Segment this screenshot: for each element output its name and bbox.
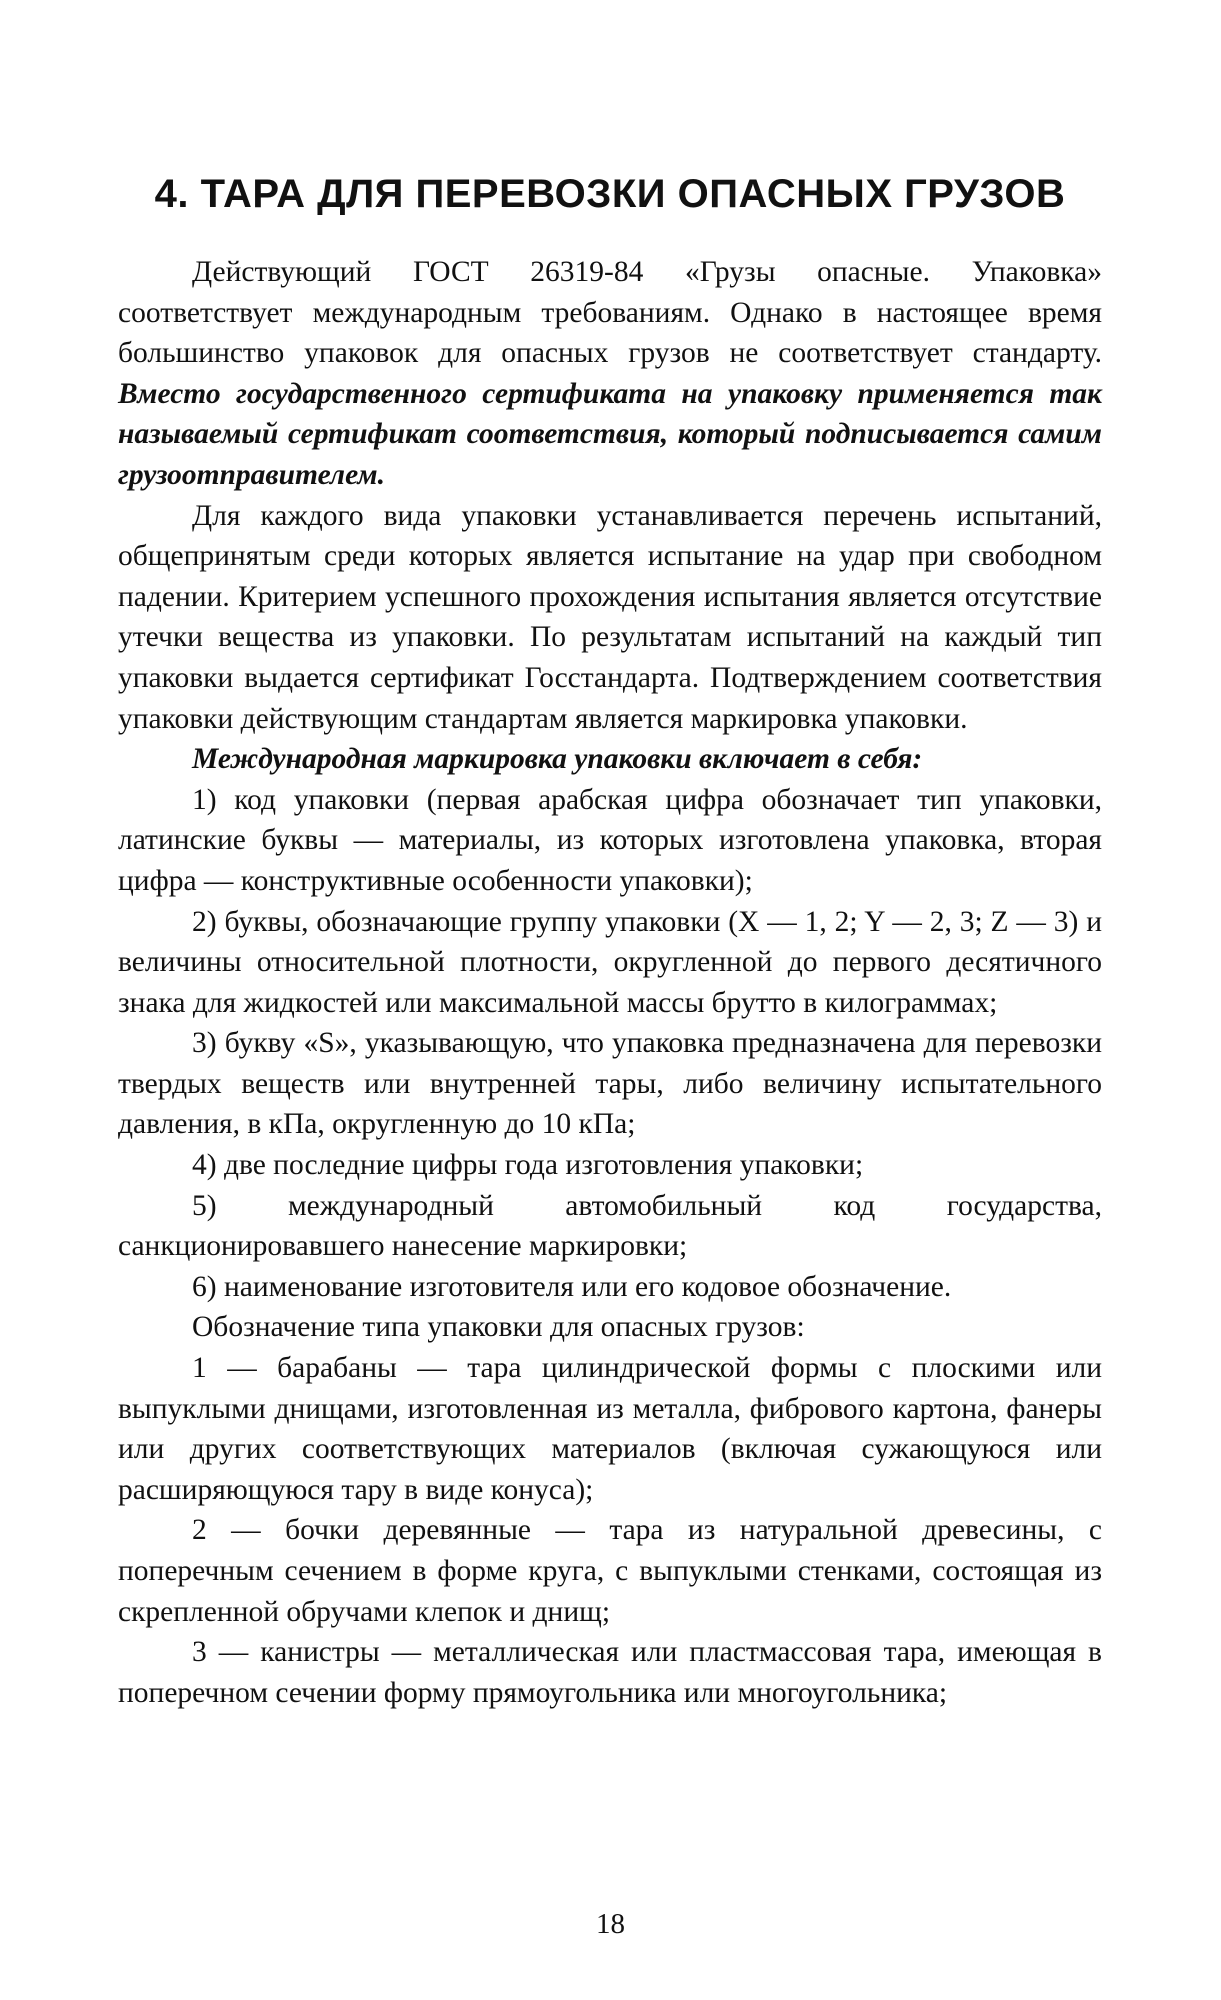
body-text	[118, 252, 1102, 1713]
marking-item-4: 4) две последние цифры года изготовления упаковки;	[192, 1149, 864, 1182]
paragraph-gost-text: Действующий ГОСТ 26319-84 «Грузы опасные. Упаковка» соответствует международным требованиям. Однако в настоящее время большинство упаковок для опасных грузов не соответствует стандарту.	[118, 256, 1102, 370]
type-item-3: 3 — канистры — металлическая или пластмассовая тара, имеющая в поперечном сечении форму прямоугольника или многоугольника;	[118, 1636, 1102, 1709]
marking-item-1: 1) код упаковки (первая арабская цифра обозначает тип упаковки, латинские буквы — материалы, из которых изготовлена упаковка, вторая цифра — конструктивные особенности упаковки);	[118, 783, 1102, 897]
page-number: 18	[596, 1908, 625, 1940]
chapter-title: 4. ТАРА ДЛЯ ПЕРЕВОЗКИ ОПАСНЫХ ГРУЗОВ	[154, 172, 1066, 216]
types-heading: Обозначение типа упаковки для опасных грузов:	[192, 1311, 805, 1344]
paragraph-gost	[118, 252, 1102, 496]
document-page	[118, 170, 1102, 1713]
marking-item-5: 5) международный автомобильный код государства, санкционировавшего нанесение маркировки;	[118, 1189, 1102, 1263]
marking-item-6: 6) наименование изготовителя или его кодовое обозначение.	[192, 1270, 952, 1303]
marking-item-2: 2) буквы, обозначающие группу упаковки (X — 1, 2; Y — 2, 3; Z — 3) и величины относительной плотности, округленной до первого десятичного знака для жидкостей или максимальной массы брутто в килограммах;	[118, 905, 1102, 1019]
type-item-2: 2 — бочки деревянные — тара из натуральной древесины, с поперечным сечением в форме круга, с выпуклыми стенками, состоящая из скрепленной обручами клепок и днищ;	[118, 1514, 1102, 1628]
paragraph-testing: Для каждого вида упаковки устанавливается перечень испытаний, общепринятым среди которых является испытание на удар при свободном падении. Критерием успешного прохождения испытания является отсутствие утечки вещества из упаковки. По результатам испытаний на каждый тип упаковки выдается сертификат Госстандарта. Подтверждением соответствия упаковки действующим стандартам является маркировка упаковки.	[118, 499, 1102, 735]
marking-item-3: 3) букву «S», указывающую, что упаковка предназначена для перевозки твердых веществ или внутренней тары, либо величину испытательного давления, в кПа, округленную до 10 кПа;	[118, 1027, 1102, 1141]
type-item-1: 1 — барабаны — тара цилиндрической формы с плоскими или выпуклыми днищами, изготовленная из металла, фибрового картона, фанеры или других соответствующих материалов (включая сужающуюся или расширяющуюся тару в виде конуса);	[118, 1352, 1102, 1506]
marking-heading: Международная маркировка упаковки включает в себя:	[192, 743, 923, 776]
paragraph-gost-emphasis: Вместо государственного сертификата на упаковку применяется так называемый сертификат соответствия, который подписывается самим грузоотправителем.	[118, 377, 1102, 491]
